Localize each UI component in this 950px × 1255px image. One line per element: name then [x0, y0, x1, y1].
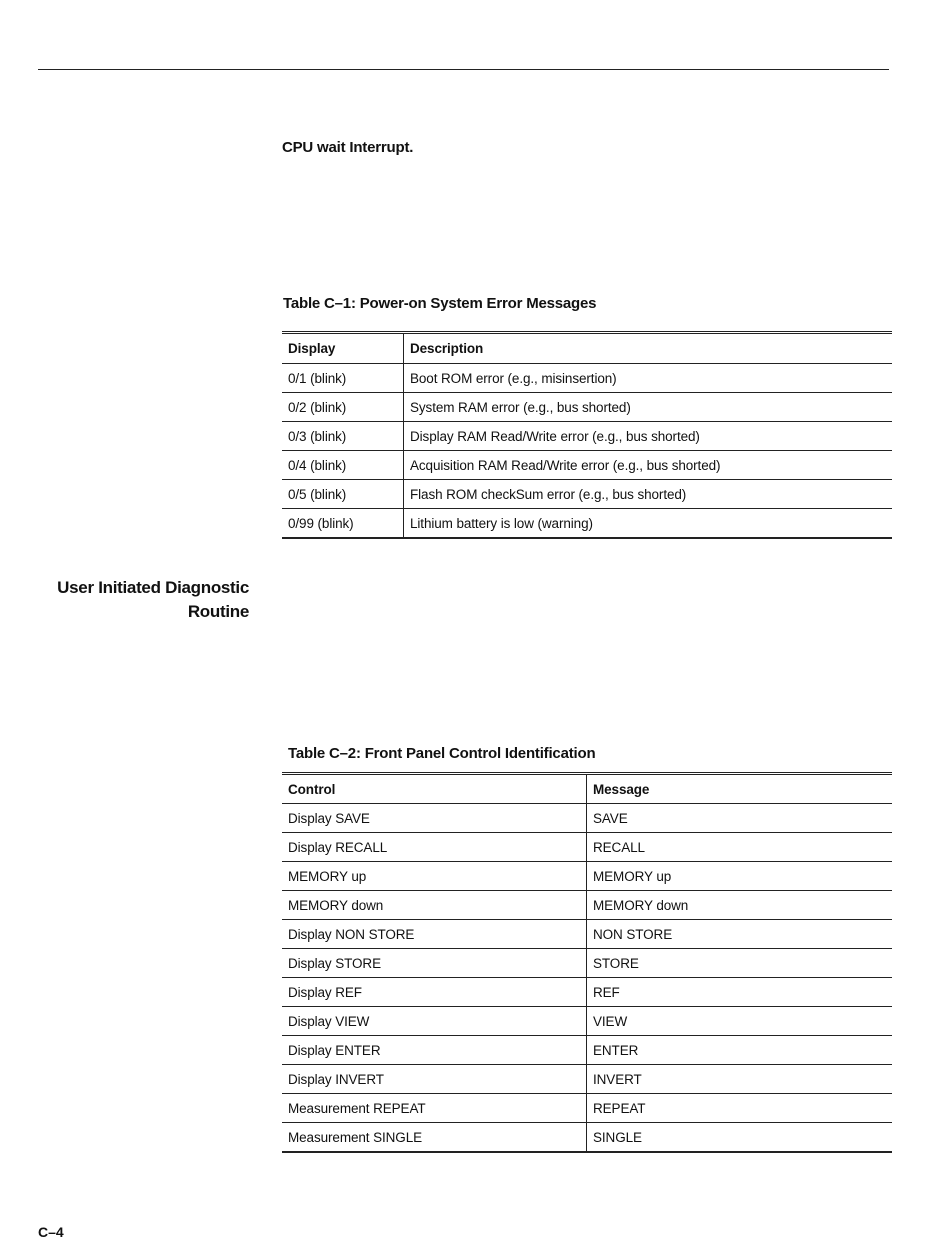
table-row: [282, 364, 892, 393]
table-c1-caption: Table C–1: Power-on System Error Messages: [283, 295, 597, 312]
control-cell: Measurement REPEAT: [282, 1094, 587, 1123]
description-cell: Boot ROM error (e.g., misinsertion): [404, 364, 893, 393]
section-heading-user-diagnostic: [57, 576, 249, 624]
table-row: [282, 862, 892, 891]
table-row: [282, 833, 892, 862]
description-cell: Display RAM Read/Write error (e.g., bus shorted): [404, 422, 893, 451]
table-row: [282, 804, 892, 833]
table-row: [282, 1065, 892, 1094]
table-row: [282, 509, 892, 539]
control-cell: Display ENTER: [282, 1036, 587, 1065]
table-row: [282, 1007, 892, 1036]
cpu-wait-note: CPU wait Interrupt.: [282, 139, 414, 156]
table-row: [282, 1123, 892, 1153]
message-cell: REPEAT: [587, 1094, 893, 1123]
display-cell: 0/2 (blink): [282, 393, 404, 422]
table-row: [282, 1094, 892, 1123]
table-row: [282, 949, 892, 978]
table-row: [282, 920, 892, 949]
table-row: [282, 1036, 892, 1065]
message-cell: MEMORY down: [587, 891, 893, 920]
message-cell: SINGLE: [587, 1123, 893, 1153]
control-cell: Display SAVE: [282, 804, 587, 833]
message-cell: MEMORY up: [587, 862, 893, 891]
control-cell: Display STORE: [282, 949, 587, 978]
message-cell: NON STORE: [587, 920, 893, 949]
description-cell: Flash ROM checkSum error (e.g., bus shorted): [404, 480, 893, 509]
message-cell: STORE: [587, 949, 893, 978]
table-header-row: [282, 333, 892, 364]
column-header-description: Description: [404, 333, 893, 364]
control-cell: Display REF: [282, 978, 587, 1007]
display-cell: 0/1 (blink): [282, 364, 404, 393]
table-row: [282, 451, 892, 480]
table-row: [282, 480, 892, 509]
header-rule: [38, 69, 889, 70]
table-c2-caption: Table C–2: Front Panel Control Identification: [288, 745, 596, 762]
control-cell: MEMORY up: [282, 862, 587, 891]
table-row: [282, 393, 892, 422]
table-header-row: [282, 774, 892, 804]
message-cell: ENTER: [587, 1036, 893, 1065]
section-heading-line-1: User Initiated Diagnostic: [57, 578, 249, 597]
power-on-error-table: [282, 331, 892, 539]
front-panel-control-table: [282, 772, 892, 1153]
description-cell: Lithium battery is low (warning): [404, 509, 893, 539]
message-cell: SAVE: [587, 804, 893, 833]
description-cell: System RAM error (e.g., bus shorted): [404, 393, 893, 422]
control-cell: Display RECALL: [282, 833, 587, 862]
table-row: [282, 422, 892, 451]
page-number: C–4: [38, 1224, 64, 1240]
display-cell: 0/4 (blink): [282, 451, 404, 480]
message-cell: INVERT: [587, 1065, 893, 1094]
display-cell: 0/3 (blink): [282, 422, 404, 451]
table-row: [282, 978, 892, 1007]
control-cell: Display VIEW: [282, 1007, 587, 1036]
display-cell: 0/5 (blink): [282, 480, 404, 509]
description-cell: Acquisition RAM Read/Write error (e.g., bus shorted): [404, 451, 893, 480]
control-cell: Measurement SINGLE: [282, 1123, 587, 1153]
column-header-message: Message: [587, 774, 893, 804]
message-cell: VIEW: [587, 1007, 893, 1036]
message-cell: RECALL: [587, 833, 893, 862]
control-cell: Display NON STORE: [282, 920, 587, 949]
column-header-display: Display: [282, 333, 404, 364]
display-cell: 0/99 (blink): [282, 509, 404, 539]
column-header-control: Control: [282, 774, 587, 804]
control-cell: MEMORY down: [282, 891, 587, 920]
table-row: [282, 891, 892, 920]
section-heading-line-2: Routine: [187, 602, 249, 621]
control-cell: Display INVERT: [282, 1065, 587, 1094]
message-cell: REF: [587, 978, 893, 1007]
